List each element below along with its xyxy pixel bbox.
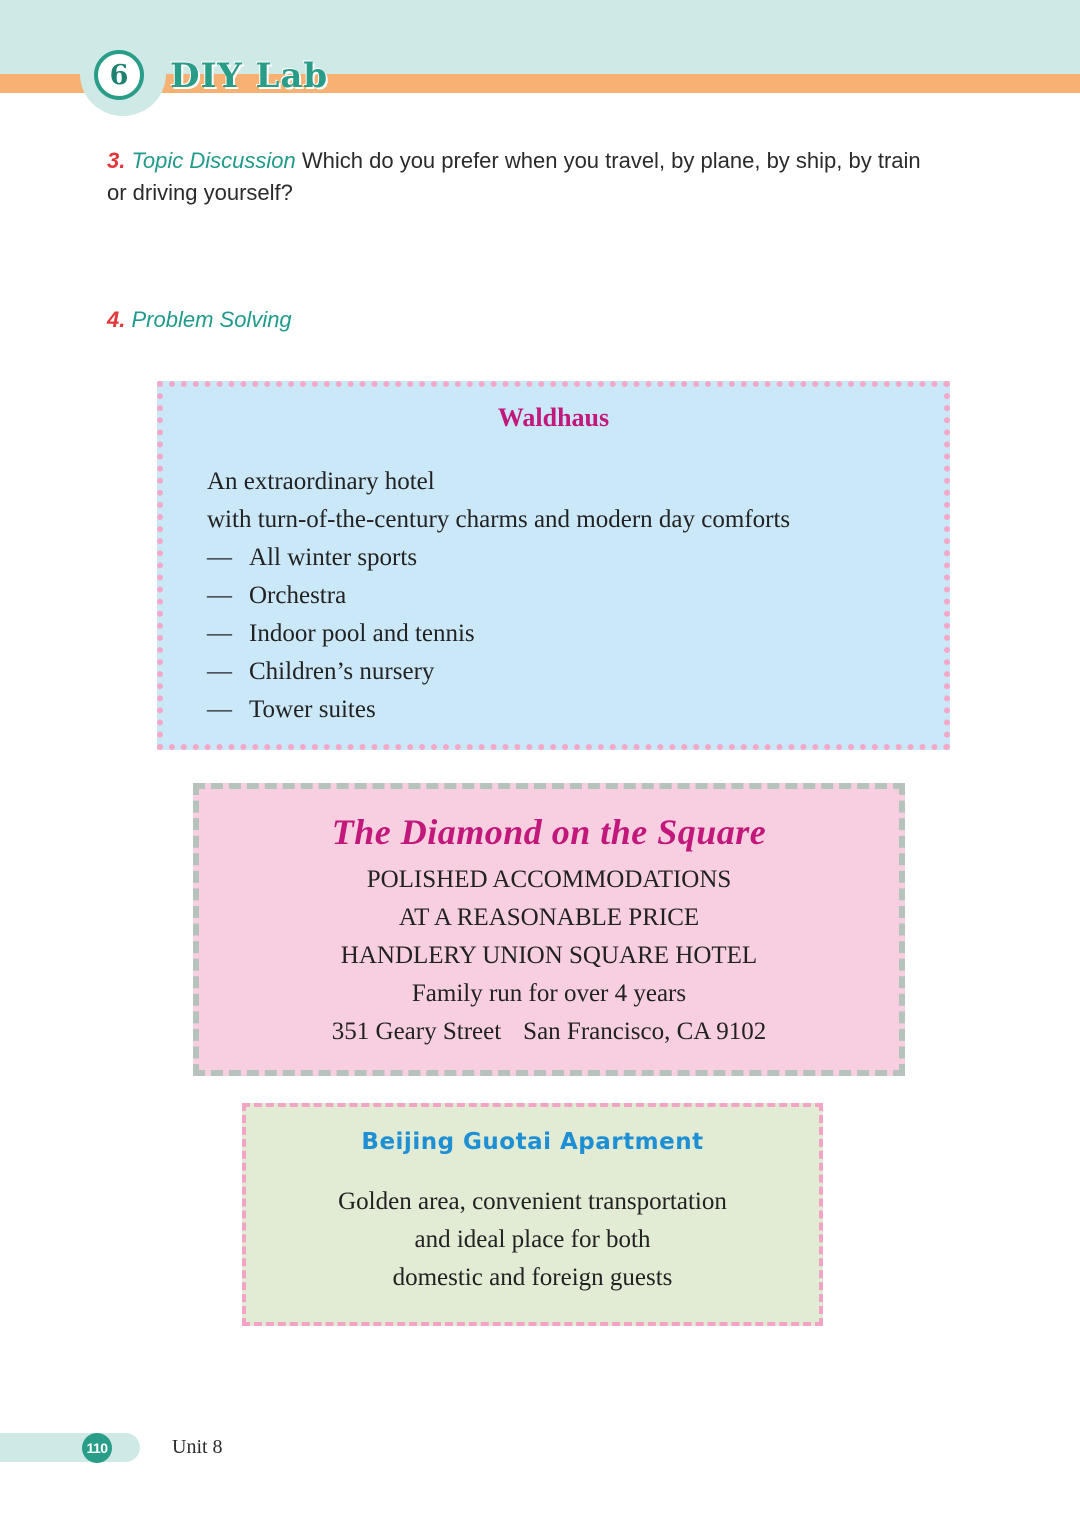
section-number-badge: 6 bbox=[94, 50, 144, 100]
feature-item bbox=[207, 691, 790, 729]
section-title: DIY Lab bbox=[170, 56, 329, 96]
dash-bullet: — bbox=[207, 696, 232, 723]
ad-title: Waldhaus bbox=[497, 403, 610, 432]
page-number: 110 bbox=[82, 1433, 112, 1463]
ad-text bbox=[199, 861, 899, 1051]
ad-line: domestic and foreign guests bbox=[392, 1264, 673, 1291]
ad-line: AT A REASONABLE PRICE bbox=[398, 904, 700, 931]
task-heading: Topic Discussion bbox=[131, 148, 296, 173]
task-problem-solving bbox=[107, 304, 292, 336]
ad-line: POLISHED ACCOMMODATIONS bbox=[366, 866, 732, 893]
address-city: San Francisco, CA 9102 bbox=[523, 1018, 767, 1045]
waldhaus-ad bbox=[157, 381, 950, 750]
ad-title: Beijing Guotai Apartment bbox=[361, 1129, 704, 1155]
task-number: 3. bbox=[107, 148, 126, 173]
feature-item bbox=[207, 577, 790, 615]
task-heading: Problem Solving bbox=[131, 307, 292, 332]
ad-line: and ideal place for both bbox=[414, 1226, 651, 1253]
diamond-ad bbox=[193, 783, 905, 1076]
ad-line: Family run for over 4 years bbox=[411, 980, 687, 1007]
ad-line: HANDLERY UNION SQUARE HOTEL bbox=[340, 942, 758, 969]
address-line bbox=[199, 1013, 899, 1051]
task-text: Which do you prefer when you travel, by plane, by ship, by train bbox=[301, 148, 921, 173]
feature-item bbox=[207, 615, 790, 653]
ad-line: An extraordinary hotel bbox=[207, 468, 435, 495]
unit-label: Unit 8 bbox=[172, 1436, 223, 1458]
ad-line: with turn-of-the-century charms and modern day comforts bbox=[207, 506, 791, 533]
address-street: 351 Geary Street bbox=[331, 1018, 502, 1045]
task-topic-discussion bbox=[107, 145, 921, 209]
guotai-ad bbox=[242, 1103, 823, 1326]
dash-bullet: — bbox=[207, 582, 232, 609]
ad-text bbox=[246, 1183, 819, 1297]
task-number: 4. bbox=[107, 307, 126, 332]
task-text-continued: or driving yourself? bbox=[107, 180, 293, 205]
feature-item bbox=[207, 653, 790, 691]
feature-label: Tower suites bbox=[249, 696, 376, 723]
dash-bullet: — bbox=[207, 544, 232, 571]
feature-label: Orchestra bbox=[249, 582, 347, 609]
ad-text bbox=[207, 463, 790, 729]
feature-item bbox=[207, 539, 790, 577]
feature-label: All winter sports bbox=[249, 544, 418, 571]
footer-pill bbox=[0, 1433, 140, 1462]
feature-label: Indoor pool and tennis bbox=[249, 620, 475, 647]
ad-line: Golden area, convenient transportation bbox=[338, 1188, 727, 1215]
feature-label: Children’s nursery bbox=[249, 658, 435, 685]
dash-bullet: — bbox=[207, 620, 232, 647]
dash-bullet: — bbox=[207, 658, 232, 685]
ad-title: The Diamond on the Square bbox=[331, 812, 767, 852]
